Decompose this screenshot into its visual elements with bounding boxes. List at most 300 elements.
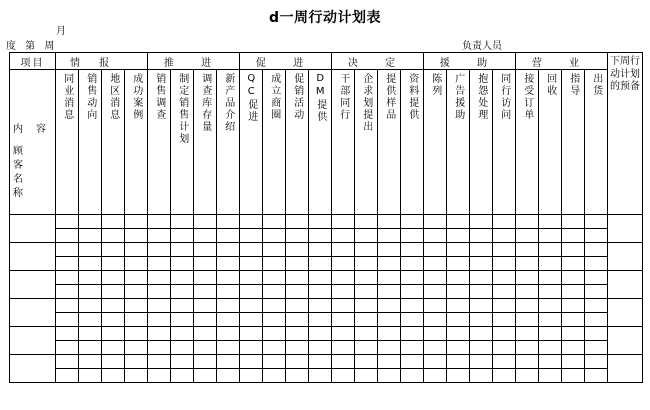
- plan-cell[interactable]: [79, 271, 102, 285]
- plan-cell[interactable]: [585, 369, 608, 383]
- plan-cell[interactable]: [424, 355, 447, 369]
- plan-cell[interactable]: [56, 299, 79, 313]
- plan-cell[interactable]: [148, 299, 171, 313]
- plan-cell[interactable]: [171, 355, 194, 369]
- plan-cell[interactable]: [125, 341, 148, 355]
- plan-cell[interactable]: [355, 327, 378, 341]
- plan-cell[interactable]: [562, 229, 585, 243]
- plan-cell[interactable]: [309, 243, 332, 257]
- plan-cell[interactable]: [263, 285, 286, 299]
- plan-cell[interactable]: [309, 355, 332, 369]
- plan-cell[interactable]: [286, 355, 309, 369]
- plan-cell[interactable]: [263, 299, 286, 313]
- plan-cell[interactable]: [79, 313, 102, 327]
- plan-cell[interactable]: [171, 313, 194, 327]
- plan-cell[interactable]: [355, 341, 378, 355]
- plan-cell[interactable]: [125, 257, 148, 271]
- plan-cell[interactable]: [194, 313, 217, 327]
- plan-cell[interactable]: [493, 229, 516, 243]
- plan-cell[interactable]: [217, 215, 240, 229]
- plan-cell[interactable]: [309, 369, 332, 383]
- plan-cell[interactable]: [102, 355, 125, 369]
- plan-cell[interactable]: [263, 313, 286, 327]
- plan-cell[interactable]: [355, 271, 378, 285]
- plan-cell[interactable]: [539, 271, 562, 285]
- plan-cell[interactable]: [355, 313, 378, 327]
- plan-cell[interactable]: [286, 299, 309, 313]
- plan-cell[interactable]: [240, 327, 263, 341]
- plan-cell[interactable]: [309, 285, 332, 299]
- plan-cell[interactable]: [539, 299, 562, 313]
- plan-cell[interactable]: [332, 369, 355, 383]
- plan-cell[interactable]: [102, 313, 125, 327]
- plan-cell[interactable]: [171, 243, 194, 257]
- plan-cell[interactable]: [171, 327, 194, 341]
- plan-cell[interactable]: [309, 299, 332, 313]
- plan-cell[interactable]: [102, 243, 125, 257]
- plan-cell[interactable]: [102, 257, 125, 271]
- plan-cell[interactable]: [217, 271, 240, 285]
- plan-cell[interactable]: [424, 257, 447, 271]
- plan-cell[interactable]: [102, 369, 125, 383]
- plan-cell[interactable]: [171, 299, 194, 313]
- plan-cell[interactable]: [56, 215, 79, 229]
- plan-cell[interactable]: [424, 243, 447, 257]
- plan-cell[interactable]: [424, 229, 447, 243]
- plan-cell[interactable]: [355, 369, 378, 383]
- plan-cell[interactable]: [79, 355, 102, 369]
- plan-cell[interactable]: [102, 215, 125, 229]
- plan-cell[interactable]: [355, 257, 378, 271]
- plan-cell[interactable]: [332, 271, 355, 285]
- plan-cell[interactable]: [585, 327, 608, 341]
- plan-cell[interactable]: [240, 355, 263, 369]
- plan-cell[interactable]: [79, 285, 102, 299]
- plan-cell[interactable]: [148, 229, 171, 243]
- plan-cell[interactable]: [79, 257, 102, 271]
- plan-cell[interactable]: [493, 299, 516, 313]
- plan-cell[interactable]: [240, 299, 263, 313]
- plan-cell[interactable]: [79, 243, 102, 257]
- plan-cell[interactable]: [447, 243, 470, 257]
- plan-cell[interactable]: [194, 229, 217, 243]
- plan-cell[interactable]: [56, 341, 79, 355]
- plan-cell[interactable]: [493, 257, 516, 271]
- plan-cell[interactable]: [585, 243, 608, 257]
- plan-cell[interactable]: [516, 215, 539, 229]
- plan-cell[interactable]: [56, 327, 79, 341]
- plan-cell[interactable]: [539, 313, 562, 327]
- customer-name-cell[interactable]: [10, 299, 56, 327]
- plan-cell[interactable]: [309, 341, 332, 355]
- plan-cell[interactable]: [355, 243, 378, 257]
- plan-cell[interactable]: [493, 215, 516, 229]
- plan-cell[interactable]: [493, 313, 516, 327]
- plan-cell[interactable]: [355, 355, 378, 369]
- plan-cell[interactable]: [378, 369, 401, 383]
- plan-cell[interactable]: [424, 215, 447, 229]
- plan-cell[interactable]: [125, 229, 148, 243]
- plan-cell[interactable]: [470, 271, 493, 285]
- plan-cell[interactable]: [539, 229, 562, 243]
- plan-cell[interactable]: [470, 257, 493, 271]
- plan-cell[interactable]: [447, 299, 470, 313]
- plan-cell[interactable]: [102, 271, 125, 285]
- plan-cell[interactable]: [562, 243, 585, 257]
- plan-cell[interactable]: [585, 355, 608, 369]
- plan-cell[interactable]: [125, 285, 148, 299]
- plan-cell[interactable]: [332, 243, 355, 257]
- plan-cell[interactable]: [516, 243, 539, 257]
- plan-cell[interactable]: [355, 215, 378, 229]
- plan-cell[interactable]: [102, 229, 125, 243]
- plan-cell[interactable]: [470, 229, 493, 243]
- plan-cell[interactable]: [309, 257, 332, 271]
- plan-cell[interactable]: [470, 215, 493, 229]
- plan-cell[interactable]: [562, 327, 585, 341]
- plan-cell[interactable]: [516, 355, 539, 369]
- plan-cell[interactable]: [217, 341, 240, 355]
- plan-cell[interactable]: [263, 243, 286, 257]
- plan-cell[interactable]: [125, 271, 148, 285]
- plan-cell[interactable]: [539, 341, 562, 355]
- plan-cell[interactable]: [263, 215, 286, 229]
- plan-cell[interactable]: [102, 285, 125, 299]
- plan-cell[interactable]: [447, 257, 470, 271]
- plan-cell[interactable]: [286, 257, 309, 271]
- plan-cell[interactable]: [493, 341, 516, 355]
- plan-cell[interactable]: [309, 271, 332, 285]
- plan-cell[interactable]: [401, 355, 424, 369]
- plan-cell[interactable]: [447, 313, 470, 327]
- plan-cell[interactable]: [56, 369, 79, 383]
- plan-cell[interactable]: [286, 341, 309, 355]
- plan-cell[interactable]: [424, 299, 447, 313]
- plan-cell[interactable]: [263, 229, 286, 243]
- plan-cell[interactable]: [470, 313, 493, 327]
- plan-cell[interactable]: [585, 313, 608, 327]
- plan-cell[interactable]: [447, 341, 470, 355]
- plan-cell[interactable]: [148, 215, 171, 229]
- plan-cell[interactable]: [516, 229, 539, 243]
- plan-cell[interactable]: [562, 313, 585, 327]
- plan-cell[interactable]: [286, 327, 309, 341]
- plan-cell[interactable]: [148, 355, 171, 369]
- plan-cell[interactable]: [401, 313, 424, 327]
- plan-cell[interactable]: [125, 355, 148, 369]
- plan-cell[interactable]: [263, 369, 286, 383]
- plan-cell[interactable]: [56, 355, 79, 369]
- plan-cell[interactable]: [585, 285, 608, 299]
- plan-cell[interactable]: [378, 271, 401, 285]
- plan-cell[interactable]: [148, 285, 171, 299]
- plan-cell[interactable]: [171, 257, 194, 271]
- plan-cell[interactable]: [56, 257, 79, 271]
- plan-cell[interactable]: [125, 327, 148, 341]
- plan-cell[interactable]: [378, 215, 401, 229]
- plan-cell[interactable]: [194, 285, 217, 299]
- plan-cell[interactable]: [378, 229, 401, 243]
- plan-cell[interactable]: [194, 341, 217, 355]
- next-week-cell[interactable]: [608, 243, 643, 271]
- plan-cell[interactable]: [378, 285, 401, 299]
- plan-cell[interactable]: [194, 257, 217, 271]
- plan-cell[interactable]: [332, 215, 355, 229]
- plan-cell[interactable]: [240, 271, 263, 285]
- plan-cell[interactable]: [539, 369, 562, 383]
- plan-cell[interactable]: [539, 285, 562, 299]
- plan-cell[interactable]: [539, 215, 562, 229]
- plan-cell[interactable]: [56, 229, 79, 243]
- plan-cell[interactable]: [286, 229, 309, 243]
- plan-cell[interactable]: [240, 243, 263, 257]
- plan-cell[interactable]: [148, 369, 171, 383]
- plan-cell[interactable]: [286, 243, 309, 257]
- plan-cell[interactable]: [378, 299, 401, 313]
- plan-cell[interactable]: [125, 243, 148, 257]
- plan-cell[interactable]: [401, 215, 424, 229]
- plan-cell[interactable]: [562, 299, 585, 313]
- plan-cell[interactable]: [171, 271, 194, 285]
- next-week-cell[interactable]: [608, 299, 643, 327]
- plan-cell[interactable]: [240, 285, 263, 299]
- plan-cell[interactable]: [217, 257, 240, 271]
- plan-cell[interactable]: [470, 299, 493, 313]
- plan-cell[interactable]: [79, 215, 102, 229]
- plan-cell[interactable]: [194, 215, 217, 229]
- plan-cell[interactable]: [56, 285, 79, 299]
- plan-cell[interactable]: [585, 257, 608, 271]
- plan-cell[interactable]: [562, 257, 585, 271]
- plan-cell[interactable]: [217, 355, 240, 369]
- plan-cell[interactable]: [286, 271, 309, 285]
- plan-cell[interactable]: [332, 285, 355, 299]
- plan-cell[interactable]: [585, 299, 608, 313]
- customer-name-cell[interactable]: [10, 215, 56, 243]
- plan-cell[interactable]: [217, 369, 240, 383]
- plan-cell[interactable]: [493, 243, 516, 257]
- customer-name-cell[interactable]: [10, 327, 56, 355]
- plan-cell[interactable]: [585, 229, 608, 243]
- plan-cell[interactable]: [539, 257, 562, 271]
- plan-cell[interactable]: [125, 369, 148, 383]
- plan-cell[interactable]: [148, 243, 171, 257]
- plan-cell[interactable]: [585, 215, 608, 229]
- plan-cell[interactable]: [516, 369, 539, 383]
- plan-cell[interactable]: [148, 327, 171, 341]
- plan-cell[interactable]: [148, 313, 171, 327]
- plan-cell[interactable]: [562, 355, 585, 369]
- plan-cell[interactable]: [516, 327, 539, 341]
- plan-cell[interactable]: [470, 285, 493, 299]
- plan-cell[interactable]: [447, 229, 470, 243]
- plan-cell[interactable]: [539, 355, 562, 369]
- plan-cell[interactable]: [171, 369, 194, 383]
- plan-cell[interactable]: [378, 341, 401, 355]
- plan-cell[interactable]: [493, 369, 516, 383]
- plan-cell[interactable]: [332, 341, 355, 355]
- plan-cell[interactable]: [516, 285, 539, 299]
- plan-cell[interactable]: [194, 369, 217, 383]
- plan-cell[interactable]: [102, 341, 125, 355]
- plan-cell[interactable]: [125, 313, 148, 327]
- plan-cell[interactable]: [194, 299, 217, 313]
- plan-cell[interactable]: [79, 299, 102, 313]
- plan-cell[interactable]: [493, 285, 516, 299]
- plan-cell[interactable]: [240, 229, 263, 243]
- plan-cell[interactable]: [332, 355, 355, 369]
- plan-cell[interactable]: [240, 215, 263, 229]
- plan-cell[interactable]: [401, 271, 424, 285]
- plan-cell[interactable]: [562, 215, 585, 229]
- plan-cell[interactable]: [447, 271, 470, 285]
- plan-cell[interactable]: [102, 299, 125, 313]
- plan-cell[interactable]: [56, 243, 79, 257]
- next-week-cell[interactable]: [608, 215, 643, 243]
- plan-cell[interactable]: [539, 243, 562, 257]
- plan-cell[interactable]: [148, 257, 171, 271]
- plan-cell[interactable]: [171, 229, 194, 243]
- plan-cell[interactable]: [516, 271, 539, 285]
- plan-cell[interactable]: [447, 355, 470, 369]
- plan-cell[interactable]: [401, 243, 424, 257]
- plan-cell[interactable]: [79, 369, 102, 383]
- next-week-cell[interactable]: [608, 327, 643, 355]
- plan-cell[interactable]: [217, 327, 240, 341]
- plan-cell[interactable]: [263, 355, 286, 369]
- plan-cell[interactable]: [148, 271, 171, 285]
- plan-cell[interactable]: [171, 215, 194, 229]
- plan-cell[interactable]: [585, 271, 608, 285]
- plan-cell[interactable]: [378, 327, 401, 341]
- plan-cell[interactable]: [79, 341, 102, 355]
- plan-cell[interactable]: [125, 299, 148, 313]
- plan-cell[interactable]: [332, 313, 355, 327]
- plan-cell[interactable]: [562, 285, 585, 299]
- plan-cell[interactable]: [447, 215, 470, 229]
- customer-name-cell[interactable]: [10, 355, 56, 383]
- plan-cell[interactable]: [79, 327, 102, 341]
- plan-cell[interactable]: [286, 285, 309, 299]
- next-week-cell[interactable]: [608, 271, 643, 299]
- plan-cell[interactable]: [378, 313, 401, 327]
- plan-cell[interactable]: [470, 243, 493, 257]
- plan-cell[interactable]: [79, 229, 102, 243]
- plan-cell[interactable]: [378, 355, 401, 369]
- plan-cell[interactable]: [424, 313, 447, 327]
- plan-cell[interactable]: [194, 355, 217, 369]
- plan-cell[interactable]: [424, 285, 447, 299]
- plan-cell[interactable]: [263, 257, 286, 271]
- plan-cell[interactable]: [263, 327, 286, 341]
- plan-cell[interactable]: [56, 313, 79, 327]
- plan-cell[interactable]: [539, 327, 562, 341]
- plan-cell[interactable]: [332, 299, 355, 313]
- customer-name-cell[interactable]: [10, 271, 56, 299]
- plan-cell[interactable]: [286, 369, 309, 383]
- plan-cell[interactable]: [493, 271, 516, 285]
- plan-cell[interactable]: [102, 327, 125, 341]
- customer-name-cell[interactable]: [10, 243, 56, 271]
- plan-cell[interactable]: [401, 327, 424, 341]
- plan-cell[interactable]: [401, 299, 424, 313]
- plan-cell[interactable]: [401, 369, 424, 383]
- plan-cell[interactable]: [194, 327, 217, 341]
- plan-cell[interactable]: [240, 341, 263, 355]
- plan-cell[interactable]: [516, 299, 539, 313]
- next-week-cell[interactable]: [608, 355, 643, 383]
- plan-cell[interactable]: [516, 313, 539, 327]
- plan-cell[interactable]: [355, 299, 378, 313]
- plan-cell[interactable]: [171, 341, 194, 355]
- plan-cell[interactable]: [516, 257, 539, 271]
- plan-cell[interactable]: [493, 327, 516, 341]
- plan-cell[interactable]: [240, 257, 263, 271]
- plan-cell[interactable]: [585, 341, 608, 355]
- plan-cell[interactable]: [194, 243, 217, 257]
- plan-cell[interactable]: [309, 327, 332, 341]
- plan-cell[interactable]: [217, 313, 240, 327]
- plan-cell[interactable]: [424, 341, 447, 355]
- plan-cell[interactable]: [401, 341, 424, 355]
- plan-cell[interactable]: [424, 369, 447, 383]
- plan-cell[interactable]: [355, 285, 378, 299]
- plan-cell[interactable]: [401, 229, 424, 243]
- plan-cell[interactable]: [355, 229, 378, 243]
- plan-cell[interactable]: [217, 299, 240, 313]
- plan-cell[interactable]: [217, 243, 240, 257]
- plan-cell[interactable]: [470, 327, 493, 341]
- plan-cell[interactable]: [332, 257, 355, 271]
- plan-cell[interactable]: [309, 229, 332, 243]
- plan-cell[interactable]: [332, 229, 355, 243]
- plan-cell[interactable]: [424, 271, 447, 285]
- plan-cell[interactable]: [447, 369, 470, 383]
- plan-cell[interactable]: [194, 271, 217, 285]
- plan-cell[interactable]: [217, 229, 240, 243]
- plan-cell[interactable]: [470, 369, 493, 383]
- plan-cell[interactable]: [562, 369, 585, 383]
- plan-cell[interactable]: [309, 313, 332, 327]
- plan-cell[interactable]: [56, 271, 79, 285]
- plan-cell[interactable]: [240, 313, 263, 327]
- plan-cell[interactable]: [401, 285, 424, 299]
- plan-cell[interactable]: [562, 271, 585, 285]
- plan-cell[interactable]: [401, 257, 424, 271]
- plan-cell[interactable]: [125, 215, 148, 229]
- plan-cell[interactable]: [148, 341, 171, 355]
- plan-cell[interactable]: [447, 327, 470, 341]
- plan-cell[interactable]: [263, 271, 286, 285]
- plan-cell[interactable]: [516, 341, 539, 355]
- plan-cell[interactable]: [286, 215, 309, 229]
- plan-cell[interactable]: [562, 341, 585, 355]
- plan-cell[interactable]: [263, 341, 286, 355]
- plan-cell[interactable]: [378, 243, 401, 257]
- plan-cell[interactable]: [447, 285, 470, 299]
- plan-cell[interactable]: [470, 341, 493, 355]
- plan-cell[interactable]: [470, 355, 493, 369]
- plan-cell[interactable]: [424, 327, 447, 341]
- plan-cell[interactable]: [171, 285, 194, 299]
- plan-cell[interactable]: [378, 257, 401, 271]
- plan-cell[interactable]: [309, 215, 332, 229]
- plan-cell[interactable]: [240, 369, 263, 383]
- plan-cell[interactable]: [217, 285, 240, 299]
- plan-cell[interactable]: [286, 313, 309, 327]
- plan-cell[interactable]: [493, 355, 516, 369]
- plan-cell[interactable]: [332, 327, 355, 341]
